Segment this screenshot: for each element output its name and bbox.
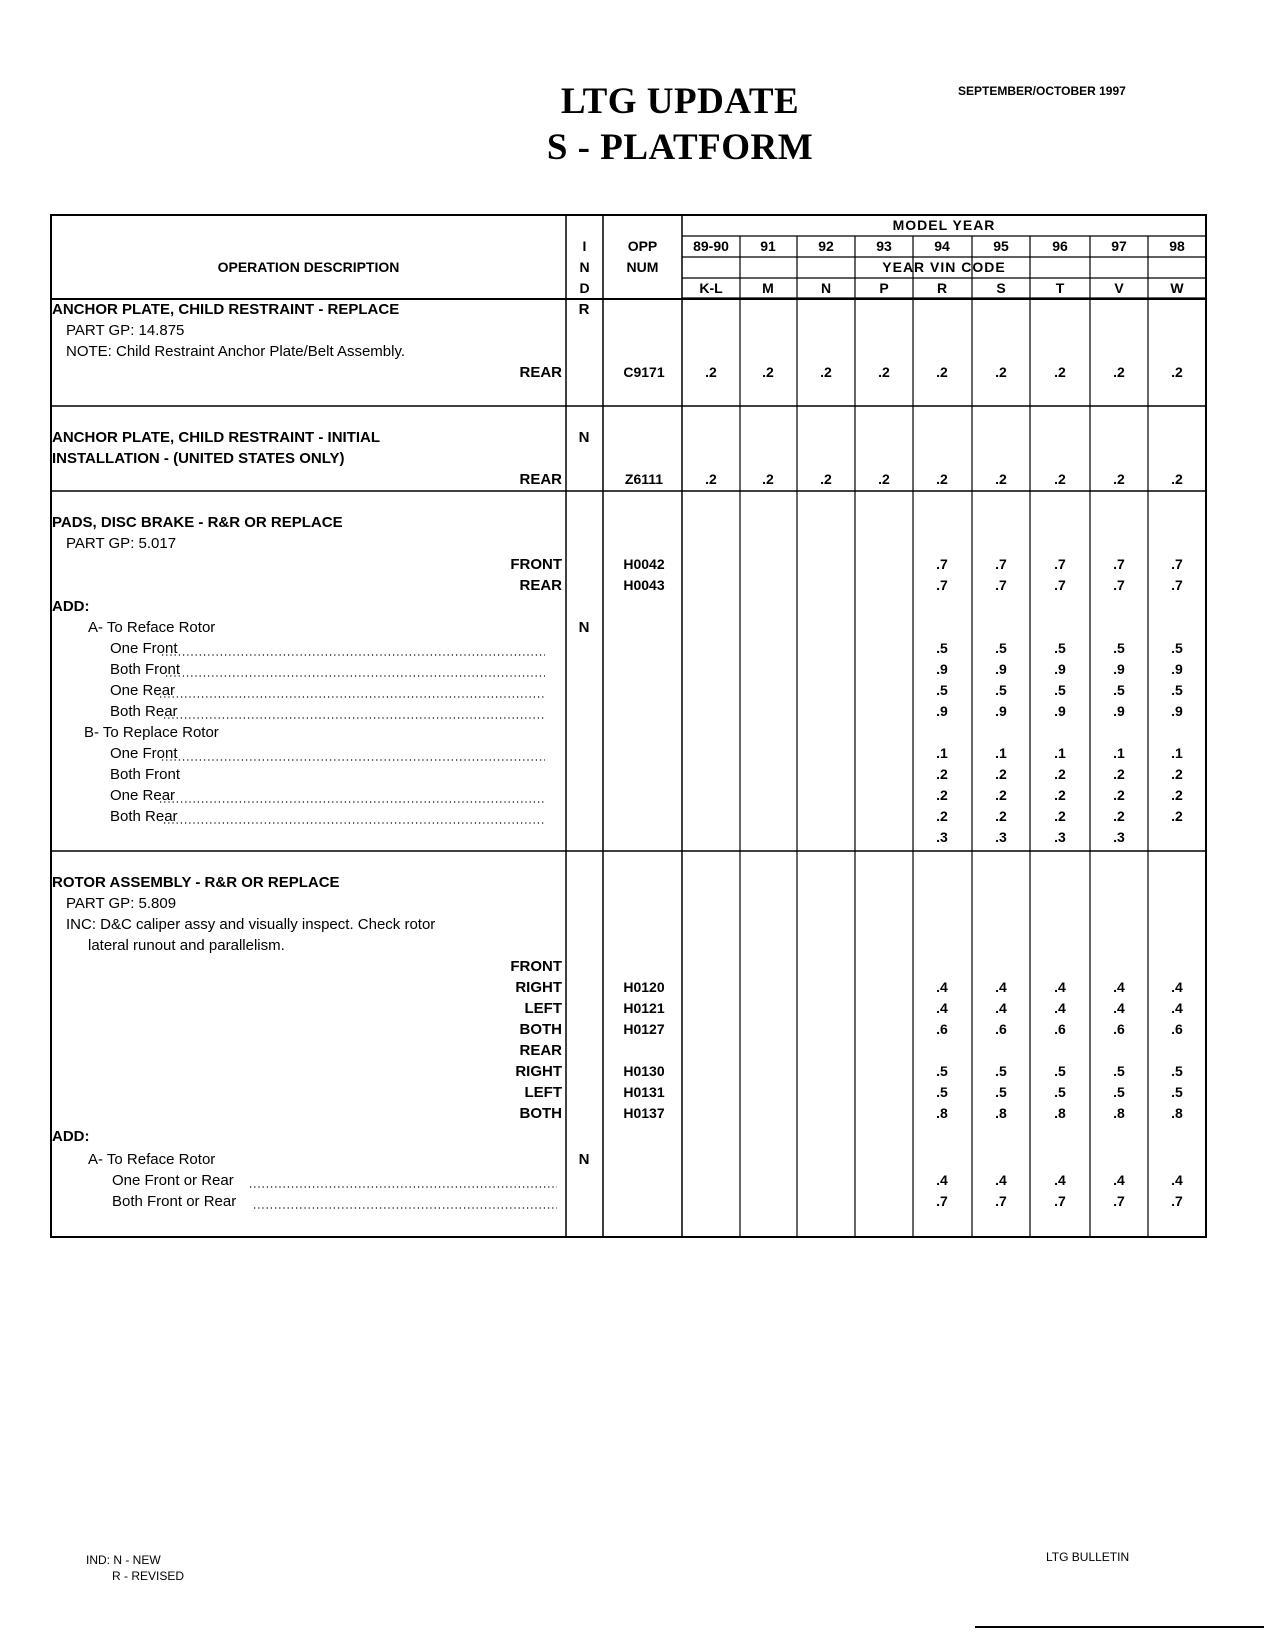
labor-time-cell: .6 <box>995 1021 1007 1037</box>
section-4-rear-both-opp: H0137 <box>623 1105 665 1121</box>
labor-time-cell: .1 <box>1171 745 1183 761</box>
section-1-row-opp: C9171 <box>623 364 665 380</box>
model-year-8: 98 <box>1169 238 1185 254</box>
labor-time-cell: .2 <box>1054 787 1066 803</box>
labor-time-cell: .9 <box>936 661 948 677</box>
section-3-b-item-2: Both Front <box>110 766 181 783</box>
labor-time-cell: .5 <box>1171 640 1183 656</box>
section-4-a-item-1: One Front or Rear <box>112 1172 234 1189</box>
labor-time-cell: .2 <box>936 808 948 824</box>
section-2-row-opp: Z6111 <box>624 471 664 487</box>
footer-ind-new: IND: N - NEW <box>86 1553 161 1567</box>
section-3-a-item-1: One Front <box>110 640 178 657</box>
labor-time-cell: .2 <box>1171 471 1183 487</box>
labor-time-cell: .9 <box>1171 661 1183 677</box>
labor-time-cell: .5 <box>1054 1063 1066 1079</box>
labor-time-cell: .5 <box>1054 682 1066 698</box>
page-title: LTG UPDATE <box>560 81 800 122</box>
labor-time-cell: .9 <box>995 661 1007 677</box>
footer-bulletin: LTG BULLETIN <box>1046 1550 1130 1564</box>
labor-time-cell: .2 <box>762 471 774 487</box>
vin-code-0: K-L <box>699 280 723 296</box>
labor-time-cell: .9 <box>1113 703 1125 719</box>
section-2-ind: N <box>578 429 590 446</box>
labor-time-cell: .2 <box>878 364 890 380</box>
vin-code-4: R <box>936 280 948 296</box>
labor-time-cell: .6 <box>1113 1021 1125 1037</box>
labor-time-cell: .2 <box>1171 808 1183 824</box>
labor-time-cell: .5 <box>1113 682 1125 698</box>
section-3-a-item-4: Both Rear <box>110 703 178 720</box>
labor-time-cell: .7 <box>995 556 1007 572</box>
section-2-row-label: REAR <box>519 471 562 488</box>
labor-time-cell: .1 <box>995 745 1007 761</box>
section-4-rear-both-label: BOTH <box>519 1105 562 1122</box>
labor-time-cell: .2 <box>1054 364 1066 380</box>
labor-time-cell: .2 <box>995 808 1007 824</box>
labor-time-cell: .4 <box>995 1172 1007 1188</box>
labor-time-cell: .1 <box>1054 745 1066 761</box>
ind-header-d: D <box>579 280 590 296</box>
labor-time-cell: .7 <box>1054 577 1066 593</box>
labor-time-cell: .2 <box>1171 364 1183 380</box>
labor-time-cell: .2 <box>936 364 948 380</box>
labor-time-cell: .2 <box>1113 471 1125 487</box>
labor-time-cell: .2 <box>762 364 774 380</box>
labor-time-cell: .5 <box>1171 682 1183 698</box>
section-3-b-item-4: Both Rear <box>110 808 178 825</box>
labor-time-cell: .2 <box>1113 364 1125 380</box>
labor-time-cell: .5 <box>1113 640 1125 656</box>
labor-time-cell: .5 <box>1113 1084 1125 1100</box>
labor-time-cell: .5 <box>995 1084 1007 1100</box>
section-3-a-item-3: One Rear <box>110 682 176 699</box>
section-4-inc-line1: INC: D&C caliper assy and visually inspect. Check rotor <box>66 916 436 933</box>
section-4-inc-line2: lateral runout and parallelism. <box>88 937 285 954</box>
section-2-title-line2: INSTALLATION - (UNITED STATES ONLY) <box>52 450 345 467</box>
section-4-rear-right-opp: H0130 <box>623 1063 665 1079</box>
vin-code-7: V <box>1114 280 1124 296</box>
model-year-1: 91 <box>760 238 776 254</box>
labor-time-cell: .2 <box>995 471 1007 487</box>
section-3-part-gp: PART GP: 5.017 <box>66 535 177 552</box>
labor-time-cell: .2 <box>1113 808 1125 824</box>
labor-time-cell: .2 <box>878 471 890 487</box>
section-3-ind-a: N <box>578 619 590 636</box>
labor-time-cell: .2 <box>1113 766 1125 782</box>
section-1-part-gp: PART GP: 14.875 <box>66 322 185 339</box>
vin-code-6: T <box>1055 280 1065 296</box>
labor-time-cell: .7 <box>1113 556 1125 572</box>
labor-time-cell: .4 <box>1054 1172 1066 1188</box>
labor-time-cell: .2 <box>995 787 1007 803</box>
labor-time-cell: .3 <box>995 829 1007 845</box>
labor-time-cell: .8 <box>1113 1105 1125 1121</box>
labor-time-cell: .4 <box>1171 1000 1183 1016</box>
labor-time-cell: .4 <box>1113 1172 1125 1188</box>
section-4-front-left-opp: H0121 <box>623 1000 665 1016</box>
section-3-front-label: FRONT <box>510 556 562 573</box>
ind-header-n: N <box>579 259 590 275</box>
section-4-title: ROTOR ASSEMBLY - R&R OR REPLACE <box>52 874 340 891</box>
labor-time-cell: .5 <box>936 1084 948 1100</box>
labor-time-cell: .6 <box>936 1021 948 1037</box>
labor-time-cell: .2 <box>1054 766 1066 782</box>
labor-time-cell: .5 <box>995 640 1007 656</box>
page-subtitle: S - PLATFORM <box>546 127 814 168</box>
labor-time-cell: .5 <box>1054 640 1066 656</box>
labor-time-cell: .7 <box>1113 1193 1125 1209</box>
labor-time-cell: .5 <box>936 682 948 698</box>
model-year-2: 92 <box>818 238 834 254</box>
section-4-group-a: A- To Reface Rotor <box>88 1151 216 1168</box>
labor-time-cell: .5 <box>1171 1084 1183 1100</box>
labor-time-cell: .7 <box>936 1193 948 1209</box>
labor-time-cell: .2 <box>1171 766 1183 782</box>
section-3-rear-opp: H0043 <box>623 577 665 593</box>
model-year-0: 89-90 <box>693 238 729 254</box>
year-vin-code-header: YEAR VIN CODE <box>882 259 1006 275</box>
labor-time-cell: .4 <box>1113 1000 1125 1016</box>
section-4-rear-left-opp: H0131 <box>623 1084 665 1100</box>
labor-time-cell: .5 <box>995 682 1007 698</box>
section-3-front-opp: H0042 <box>623 556 665 572</box>
labor-time-cell: .4 <box>1113 979 1125 995</box>
model-year-5: 95 <box>993 238 1009 254</box>
section-4-front-right-opp: H0120 <box>623 979 665 995</box>
operation-description-header: OPERATION DESCRIPTION <box>217 259 400 275</box>
ind-header-i: I <box>582 238 587 254</box>
labor-time-cell: .9 <box>1113 661 1125 677</box>
labor-time-cell: .2 <box>936 787 948 803</box>
labor-time-cell: .5 <box>1171 1063 1183 1079</box>
labor-time-cell: .9 <box>995 703 1007 719</box>
labor-time-cell: .7 <box>936 577 948 593</box>
labor-time-cell: .8 <box>936 1105 948 1121</box>
labor-time-cell: .5 <box>1113 1063 1125 1079</box>
vin-code-8: W <box>1170 280 1184 296</box>
section-3-group-a: A- To Reface Rotor <box>88 619 216 636</box>
footer-ind-revised: R - REVISED <box>112 1569 185 1583</box>
labor-time-cell: .4 <box>936 979 948 995</box>
model-year-6: 96 <box>1052 238 1068 254</box>
labor-time-cell: .2 <box>820 364 832 380</box>
section-4-a-item-2: Both Front or Rear <box>112 1193 237 1210</box>
labor-time-cell: .2 <box>705 364 717 380</box>
section-2-title-line1: ANCHOR PLATE, CHILD RESTRAINT - INITIAL <box>52 429 381 446</box>
labor-time-cell: .4 <box>995 1000 1007 1016</box>
labor-time-cell: .6 <box>1054 1021 1066 1037</box>
labor-time-cell: .8 <box>995 1105 1007 1121</box>
labor-time-cell: .9 <box>936 703 948 719</box>
labor-time-cell: .4 <box>1054 1000 1066 1016</box>
section-4-rear-left-label: LEFT <box>524 1084 562 1101</box>
section-4-add-label: ADD: <box>52 1128 90 1145</box>
section-3-add-label: ADD: <box>52 598 90 615</box>
section-3-title: PADS, DISC BRAKE - R&R OR REPLACE <box>52 514 343 531</box>
labor-time-cell: .7 <box>995 1193 1007 1209</box>
vin-code-2: N <box>820 280 832 296</box>
labor-time-cell: .4 <box>1171 1172 1183 1188</box>
section-4-part-gp: PART GP: 5.809 <box>66 895 177 912</box>
labor-time-cell: .3 <box>1113 829 1125 845</box>
section-3-group-b: B- To Replace Rotor <box>84 724 219 741</box>
labor-time-cell: .7 <box>1171 556 1183 572</box>
section-4-front-label: FRONT <box>510 958 562 975</box>
labor-time-cell: .7 <box>1171 1193 1183 1209</box>
labor-time-cell: .2 <box>995 364 1007 380</box>
labor-time-cell: .7 <box>936 556 948 572</box>
labor-time-cell: .9 <box>1171 703 1183 719</box>
section-3-b-item-3: One Rear <box>110 787 176 804</box>
model-year-4: 94 <box>934 238 950 254</box>
labor-time-cell: .4 <box>1054 979 1066 995</box>
section-4-front-both-opp: H0127 <box>623 1021 665 1037</box>
labor-time-cell: .7 <box>1113 577 1125 593</box>
labor-time-cell: .4 <box>936 1000 948 1016</box>
vin-code-5: S <box>996 280 1006 296</box>
vin-code-1: M <box>762 280 774 296</box>
section-4-rear-label: REAR <box>519 1042 562 1059</box>
labor-time-cell: .8 <box>1054 1105 1066 1121</box>
section-3-a-item-2: Both Front <box>110 661 181 678</box>
labor-time-cell: .2 <box>1113 787 1125 803</box>
labor-time-cell: .5 <box>936 640 948 656</box>
labor-time-cell: .5 <box>936 1063 948 1079</box>
section-3-rear-label: REAR <box>519 577 562 594</box>
labor-time-cell: .3 <box>936 829 948 845</box>
section-1-note: NOTE: Child Restraint Anchor Plate/Belt Assembly. <box>66 343 406 360</box>
labor-time-cell: .5 <box>1054 1084 1066 1100</box>
labor-time-cell: .6 <box>1171 1021 1183 1037</box>
labor-time-cell: .2 <box>995 766 1007 782</box>
labor-time-cell: .2 <box>1054 808 1066 824</box>
section-4-front-both-label: BOTH <box>519 1021 562 1038</box>
model-year-7: 97 <box>1111 238 1127 254</box>
labor-time-cell: .2 <box>820 471 832 487</box>
labor-time-cell: .4 <box>1171 979 1183 995</box>
section-1-ind: R <box>578 301 590 318</box>
section-4-rear-right-label: RIGHT <box>515 1063 562 1080</box>
model-year-header: MODEL YEAR <box>892 217 996 233</box>
section-4-ind-a: N <box>578 1151 590 1168</box>
labor-time-cell: .7 <box>1054 1193 1066 1209</box>
labor-time-cell: .2 <box>1054 471 1066 487</box>
labor-time-cell: .9 <box>1054 661 1066 677</box>
labor-time-cell: .3 <box>1054 829 1066 845</box>
section-1-title: ANCHOR PLATE, CHILD RESTRAINT - REPLACE <box>52 301 400 318</box>
opp-header: OPP <box>627 238 658 254</box>
section-3-b-item-1: One Front <box>110 745 178 762</box>
labor-time-cell: .7 <box>1171 577 1183 593</box>
num-header: NUM <box>626 259 659 275</box>
labor-time-cell: .1 <box>1113 745 1125 761</box>
section-4-front-right-label: RIGHT <box>515 979 562 996</box>
model-year-3: 93 <box>876 238 892 254</box>
labor-time-cell: .2 <box>1171 787 1183 803</box>
labor-time-cell: .7 <box>1054 556 1066 572</box>
labor-time-cell: .9 <box>1054 703 1066 719</box>
section-4-front-left-label: LEFT <box>524 1000 562 1017</box>
section-1-row-label: REAR <box>519 364 562 381</box>
labor-time-cell: .4 <box>936 1172 948 1188</box>
labor-time-cell: .5 <box>995 1063 1007 1079</box>
labor-time-cell: .2 <box>936 471 948 487</box>
bulletin-date: SEPTEMBER/OCTOBER 1997 <box>958 84 1126 98</box>
labor-time-cell: .4 <box>995 979 1007 995</box>
labor-time-cell: .1 <box>936 745 948 761</box>
vin-code-3: P <box>879 280 889 296</box>
labor-time-cell: .8 <box>1171 1105 1183 1121</box>
labor-time-cell: .2 <box>705 471 717 487</box>
scan-edge-line <box>975 1626 1264 1628</box>
labor-time-cell: .7 <box>995 577 1007 593</box>
labor-time-cell: .2 <box>936 766 948 782</box>
